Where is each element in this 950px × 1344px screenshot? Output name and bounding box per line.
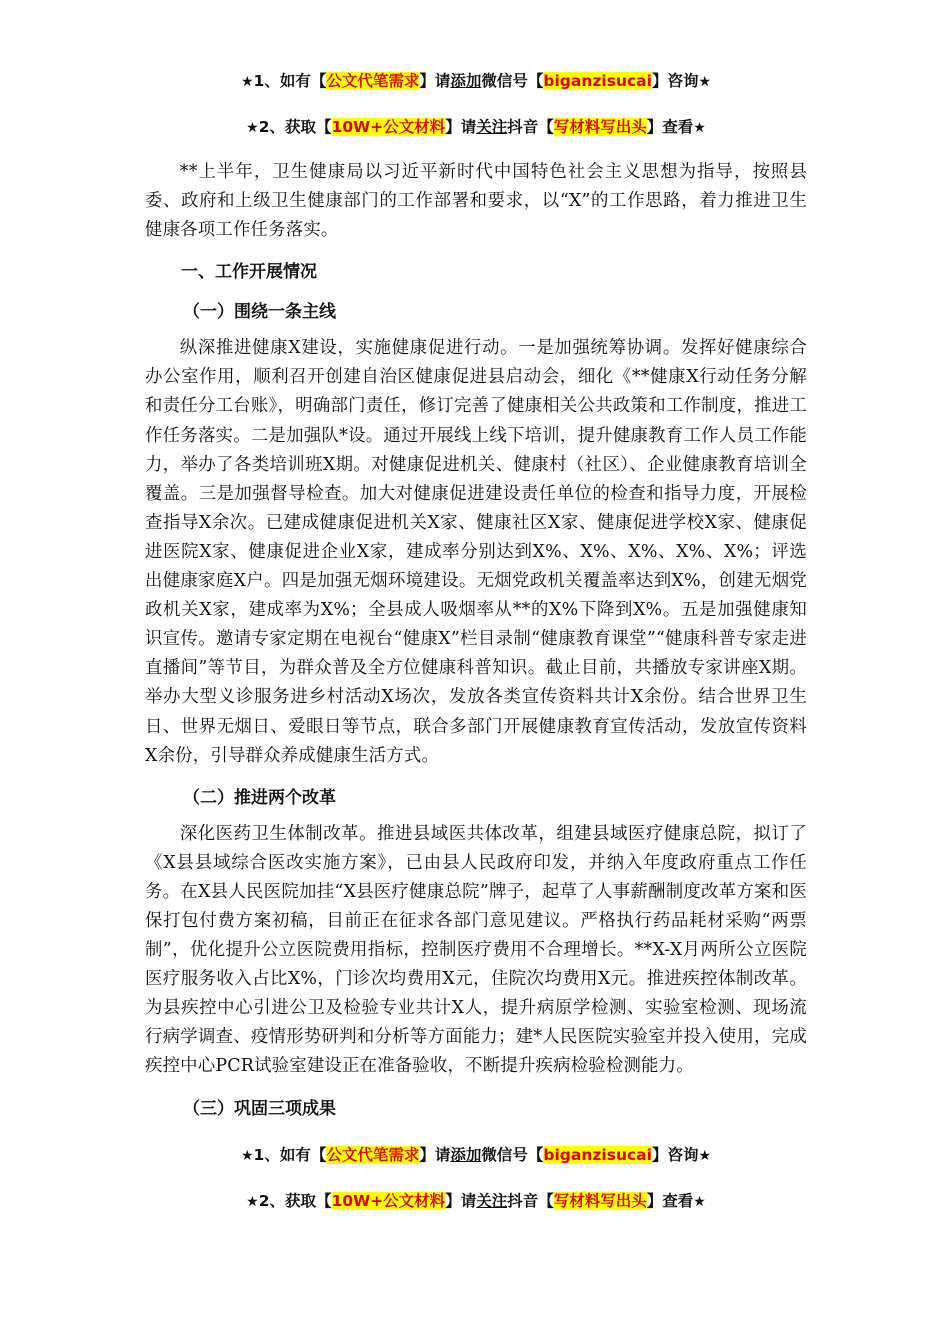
star-icon: ★ [240, 1147, 254, 1164]
star-icon: ★ [246, 1193, 259, 1210]
highlight-douyin-id: 写材料写出头 [553, 118, 647, 136]
star-icon: ★ [693, 1193, 706, 1210]
promo-banner-line-2: ★2、获取【10W+公文材料】请关注抖音【写材料写出头】查看★ [246, 118, 706, 136]
subsection-1-paragraph: 纵深推进健康X建设，实施健康促进行动。一是加强统筹协调。发挥好健康综合办公室作用，顺利召开创建自治区健康促进县启动会，细化《**健康X行动任务分解和责任分工台账》，明确部门责任，修订完善了健康相关公共政策和工作制度，推进工作任务落实。二是加强队*设。通过开展线上线下培训，提升健康教育工作人员工作能力，举办了各类培训班X期。对健康促进机关、健康村（社区）、企业健康教育培训全覆盖。三是加强督导检查。加大对健康促进建设责任单位的检查和指导力度，开展检查指导X余次。已建成健康促进机关X家、健康社区X家、健康促进学校X家、健康促进医院X家、健康促进企业X家，建成率分别达到X%、X%、X%、X%、X%；评选出健康家庭X户。四是加强无烟环境建设。无烟党政机关覆盖率达到X%，创建无烟党政机关X家，建成率为X%；全县成人吸烟率从**的X%下降到X%。五是加强健康知识宣传。邀请专家定期在电视台“健康X”栏目录制“健康教育课堂”“健康科普专家走进直播间”等节目，为群众普及全方位健康科普知识。截止目前，共播放专家讲座X期。举办大型义诊服务进乡村活动X场次，发放各类宣传资料共计X余份。结合世界卫生日、世界无烟日、爱眼日等节点，联合多部门开展健康教育宣传活动，发放宣传资料X余份，引导群众养成健康生活方式。 [145, 338, 807, 766]
section-heading-1: 一、工作开展情况 [181, 262, 317, 283]
star-icon: ★ [240, 74, 254, 90]
highlight-service: 公文代笔需求 [326, 72, 420, 90]
subsection-heading-1: （一）围绕一条主线 [183, 302, 336, 323]
promo-banner-line-1-bottom: ★1、如有【公文代笔需求】请添加微信号【biganzisucai】咨询★ [240, 1145, 712, 1164]
subsection-2-paragraph: 深化医药卫生体制改革。推进县域医共体改革，组建县域医疗健康总院，拟订了《X县县域综合医改实施方案》，已由县人民政府印发，并纳入年度政府重点工作任务。在X县人民医院加挂“X县医疗健康总院”牌子，起草了人事薪酬制度改革方案和医保打包付费方案初稿，目前正在征求各部门意见建议。严格执行药品耗材采购“两票制”，优化提升公立医院费用指标，控制医疗费用不合理增长。**X-X月两所公立医院医疗服务收入占比X%，门诊次均费用X元，住院次均费用X元。推进疾控体制改革。为县疾控中心引进公卫及检验专业共计X人，提升病原学检测、实验室检测、现场流行病学调查、疫情形势研判和分析等方面能力；建*人民医院实验室并投入使用，完成疾控中心PCR试验室建设正在准备验收，不断提升疾病检验检测能力。 [145, 823, 807, 1077]
highlight-wechat-id: biganzisucai [543, 72, 652, 90]
highlight-materials: 10W+公文材料 [331, 118, 446, 136]
intro-paragraph: **上半年，卫生健康局以习近平新时代中国特色社会主义思想为指导，按照县委、政府和上级卫生健康部门的工作部署和要求，以“X”的工作思路，着力推进卫生健康各项工作任务落实。 [145, 162, 807, 241]
highlight-douyin-id: 写材料写出头 [553, 1191, 647, 1210]
star-icon: ★ [698, 1147, 712, 1164]
document-page [145, 62, 807, 1212]
highlight-materials: 10W+公文材料 [331, 1191, 446, 1210]
promo-banner-line-2-bottom: ★2、获取【10W+公文材料】请关注抖音【写材料写出头】查看★ [246, 1191, 706, 1210]
star-icon: ★ [693, 120, 706, 136]
star-icon: ★ [246, 120, 259, 136]
highlight-wechat-id: biganzisucai [543, 1145, 652, 1164]
subsection-heading-3: （三）巩固三项成果 [183, 1098, 336, 1119]
star-icon: ★ [698, 74, 712, 90]
subsection-heading-2: （二）推进两个改革 [183, 787, 336, 808]
highlight-service: 公文代笔需求 [326, 1145, 420, 1164]
promo-banner-line-1: ★1、如有【公文代笔需求】请添加微信号【biganzisucai】咨询★ [240, 72, 712, 90]
